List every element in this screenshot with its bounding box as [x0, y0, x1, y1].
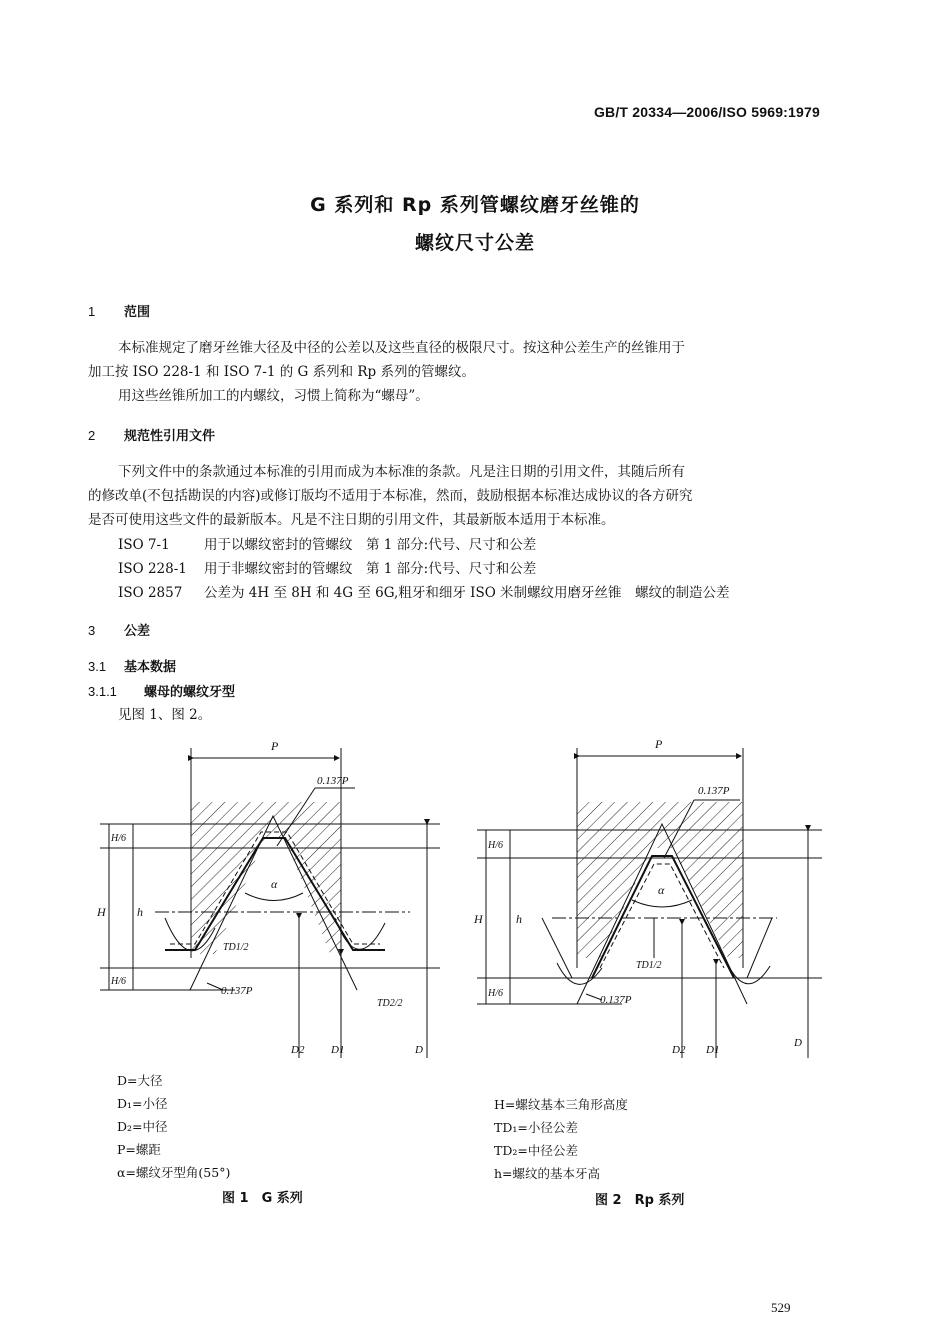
section-3-heading — [88, 620, 150, 639]
standard-code-header: GB/T 20334—2006/ISO 5969:1979 — [593, 104, 820, 120]
section-number: 3.1 — [88, 659, 107, 674]
legend-item: H=螺纹基本三角形高度 — [494, 1097, 628, 1112]
pitch-diameter-label: D2 — [291, 1044, 305, 1056]
figure-2-caption: 图 2 Rp 系列 — [595, 1193, 685, 1208]
figure-1-caption: 图 1 G 系列 — [222, 1191, 303, 1206]
section-title: 螺母的螺纹牙型 — [144, 685, 236, 700]
section-title: 规范性引用文件 — [124, 429, 216, 444]
figure-reference-text: 见图 1、图 2。 — [118, 707, 212, 723]
angle-arc — [632, 900, 692, 907]
section-3-1-heading — [88, 656, 176, 675]
section-number: 3.1.1 — [88, 684, 117, 699]
alpha-label: α — [271, 877, 278, 891]
paragraph-line: 的修改单(不包括勘误的内容)或修订版均不适用于本标准，然而，鼓励根据本标准达成协议的各方研究 — [88, 488, 693, 504]
h6-label-bottom: H/6 — [488, 988, 503, 999]
paragraph-line: 用这些丝锥所加工的内螺纹，习惯上简称为“螺母”。 — [118, 388, 429, 404]
title-line-1: G 系列和 Rp 系列管螺纹磨牙丝锥的 — [310, 194, 640, 216]
height-label: H — [97, 905, 106, 919]
section-title: 公差 — [124, 624, 151, 639]
deviation-label: 0.137P — [317, 775, 349, 787]
deviation-label-bottom: 0.137P — [221, 985, 253, 997]
profile-line — [542, 918, 572, 978]
section-number: 3 — [88, 623, 96, 638]
thread-depth-label: h — [516, 912, 522, 926]
figure-1-diagram — [95, 728, 450, 1068]
legend-item: P=螺距 — [117, 1142, 161, 1157]
section-1-body — [88, 336, 848, 408]
figure-2-diagram — [472, 728, 832, 1068]
minor-diameter-label: D1 — [331, 1044, 345, 1056]
section-number: 2 — [88, 428, 96, 443]
reference-code: ISO 2857 — [118, 585, 183, 601]
paragraph-line: 是否可使用这些文件的最新版本。凡是不注日期的引用文件，其最新版本适用于本标准。 — [88, 512, 615, 528]
thread-depth-label: h — [137, 905, 143, 919]
pitch-label: P — [271, 739, 279, 753]
paragraph-line: 下列文件中的条款通过本标准的引用而成为本标准的条款。凡是注日期的引用文件，其随后所有 — [118, 464, 685, 480]
legend-item: TD₂=中径公差 — [494, 1143, 578, 1158]
section-1-heading — [88, 301, 150, 320]
legend-item: D₂=中径 — [117, 1119, 168, 1134]
legend-item: h=螺纹的基本牙高 — [494, 1166, 601, 1181]
pitch-label: P — [655, 737, 663, 751]
title-line-2: 螺纹尺寸公差 — [414, 232, 535, 254]
legend-item: α=螺纹牙型角(55°) — [117, 1165, 231, 1180]
deviation-label-bottom: 0.137P — [600, 994, 632, 1006]
paragraph-line: 加工按 ISO 228-1 和 ISO 7-1 的 G 系列和 Rp 系列的管螺纹。 — [88, 364, 475, 380]
height-label: H — [474, 912, 483, 926]
hatched-section — [577, 802, 743, 958]
reference-text: 用于非螺纹密封的管螺纹 第 1 部分:代号、尺寸和公差 — [204, 561, 537, 577]
deviation-label: 0.137P — [698, 785, 730, 797]
legend-item: D₁=小径 — [117, 1096, 168, 1111]
alpha-label: α — [658, 883, 665, 897]
minor-tolerance-label: TD1/2 — [223, 942, 249, 953]
section-title: 范围 — [124, 305, 151, 320]
section-number: 1 — [88, 304, 96, 319]
reference-item — [118, 581, 730, 601]
reference-code: ISO 7-1 — [118, 537, 170, 553]
figure-1-legend — [117, 1069, 230, 1184]
page-number: 529 — [771, 1300, 791, 1315]
minor-diameter-label: D1 — [706, 1044, 720, 1056]
reference-item — [118, 557, 536, 577]
major-diameter-label: D — [415, 1044, 423, 1056]
figure-2-legend — [494, 1093, 628, 1185]
pitch-diameter-label: D2 — [672, 1044, 686, 1056]
angle-arc — [245, 893, 303, 901]
major-diameter-label: D — [794, 1037, 802, 1049]
h6-label-bottom: H/6 — [111, 976, 126, 987]
section-2-heading — [88, 425, 215, 444]
reference-code: ISO 228-1 — [118, 561, 187, 577]
reference-text: 公差为 4H 至 8H 和 4G 至 6G,粗牙和细牙 ISO 米制螺纹用磨牙丝锥 螺纹的制造公差 — [204, 585, 730, 601]
section-2-body — [88, 460, 848, 532]
section-title: 基本数据 — [124, 660, 177, 675]
minor-tolerance-label: TD1/2 — [636, 960, 662, 971]
reference-item — [118, 533, 536, 553]
legend-item: TD₁=小径公差 — [494, 1120, 578, 1135]
legend-item: D=大径 — [117, 1073, 163, 1088]
h6-label-top: H/6 — [111, 833, 126, 844]
reference-text: 用于以螺纹密封的管螺纹 第 1 部分:代号、尺寸和公差 — [204, 537, 537, 553]
paragraph-line: 本标准规定了磨牙丝锥大径及中径的公差以及这些直径的极限尺寸。按这种公差生产的丝锥用于 — [118, 340, 685, 356]
pitch-tolerance-label: TD2/2 — [377, 998, 403, 1009]
h6-label-top: H/6 — [488, 840, 503, 851]
section-3-1-1-heading — [88, 681, 235, 700]
